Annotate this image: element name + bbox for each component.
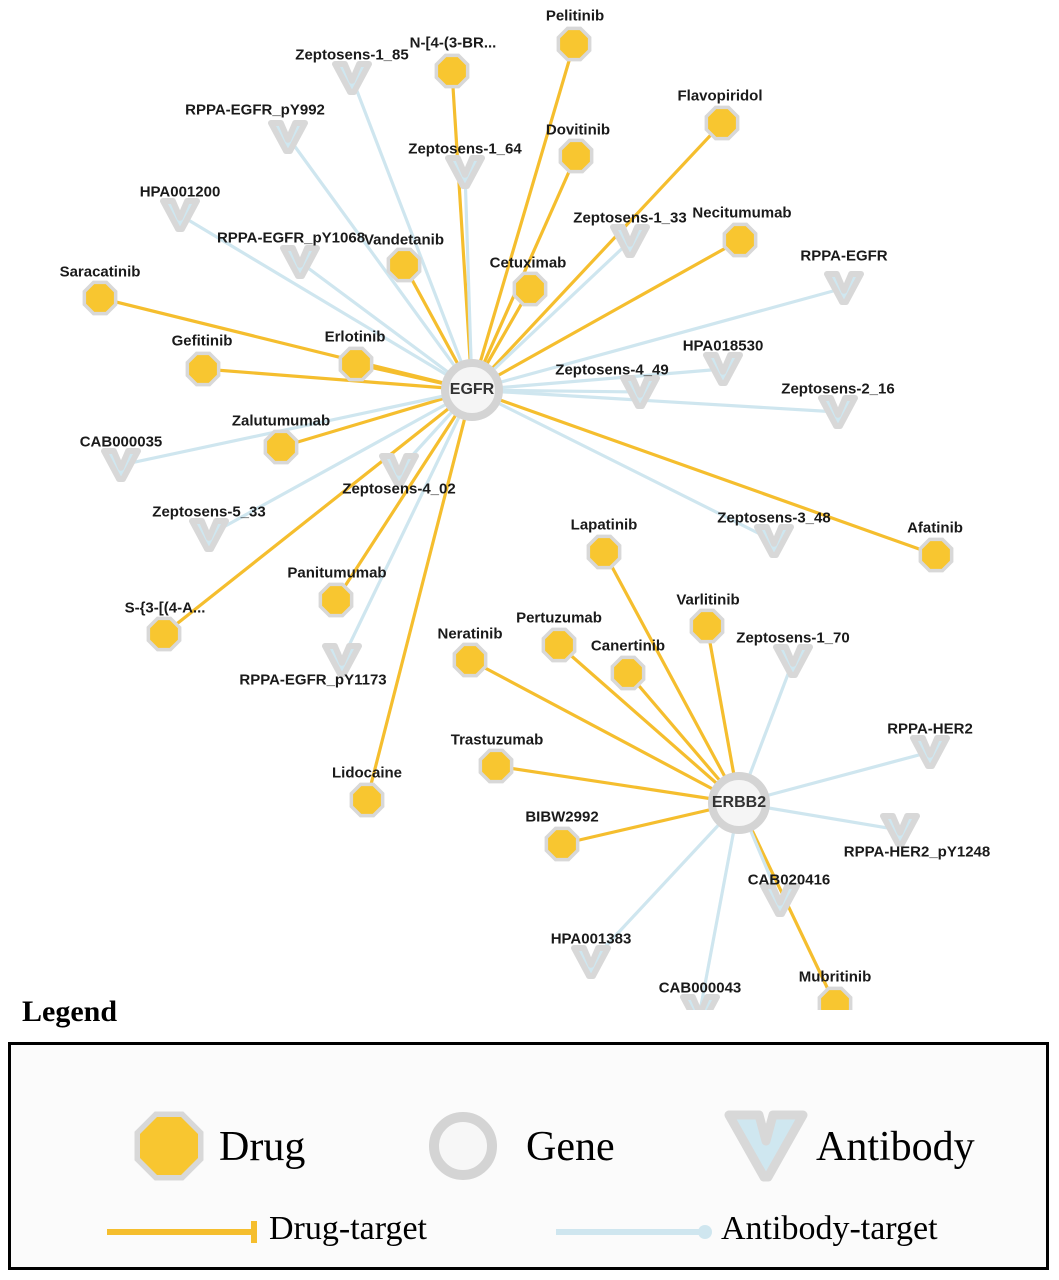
drug-node-label: Erlotinib — [324, 328, 386, 346]
drug-node-core — [545, 631, 573, 659]
drug-node-core — [562, 142, 590, 170]
antibody-node[interactable] — [821, 398, 855, 426]
drug-node-label: Flavopiridol — [677, 87, 763, 105]
drug-target-edge — [367, 390, 472, 800]
drug-node[interactable] — [726, 226, 754, 254]
antibody-node-shape — [271, 123, 305, 151]
antibody-node[interactable] — [192, 521, 226, 549]
antibody-node-shape — [382, 456, 416, 484]
antibody-target-edge — [591, 803, 739, 962]
legend-title: Legend — [22, 995, 118, 1028]
drug-node-label: Canertinib — [590, 637, 666, 655]
antibody-node[interactable] — [335, 64, 369, 92]
gene-node-label: ERBB2 — [711, 794, 767, 811]
antibody-target-edge — [342, 390, 472, 660]
drug-node-label: Panitumumab — [287, 564, 387, 582]
drug-node-label: Varlitinib — [676, 591, 740, 609]
drug-node[interactable] — [821, 990, 849, 1010]
antibody-node-shape — [325, 646, 359, 674]
drug-node-core — [342, 350, 370, 378]
drug-node-core — [560, 30, 588, 58]
drug-node[interactable] — [456, 646, 484, 674]
antibody-node-label: Zeptosens-1_64 — [408, 140, 522, 158]
antibody-node-label: CAB000043 — [658, 979, 742, 997]
antibody-target-edge — [472, 390, 774, 541]
antibody-node[interactable] — [271, 123, 305, 151]
drug-node[interactable] — [390, 251, 418, 279]
drug-node[interactable] — [267, 433, 295, 461]
drug-node-label: BIBW2992 — [525, 808, 599, 826]
legend-label-gene: Gene — [526, 1124, 615, 1170]
drug-node-core — [726, 226, 754, 254]
legend-antibody-icon — [729, 1115, 803, 1177]
antibody-node-shape — [913, 738, 947, 766]
antibody-node-label: Zeptosens-4_02 — [342, 480, 456, 498]
drug-node[interactable] — [560, 30, 588, 58]
drug-target-edge — [472, 44, 574, 390]
legend-label-antibody-target: Antibody-target — [721, 1210, 938, 1247]
drug-node[interactable] — [562, 142, 590, 170]
antibody-node-label: RPPA-EGFR — [800, 247, 888, 265]
legend-label-drug-target: Drug-target — [269, 1210, 427, 1247]
antibody-node-shape — [104, 451, 138, 479]
antibody-node[interactable] — [163, 201, 197, 229]
drug-node[interactable] — [922, 541, 950, 569]
legend-drug-edge — [107, 1221, 254, 1243]
drug-node-core — [456, 646, 484, 674]
antibody-node-shape — [776, 647, 810, 675]
antibody-node[interactable] — [757, 527, 791, 555]
antibody-node[interactable] — [883, 816, 917, 844]
nodes-layer — [86, 30, 950, 1010]
gene-node[interactable] — [445, 363, 499, 417]
drug-node-core — [708, 109, 736, 137]
antibody-target-edge — [700, 803, 739, 1010]
drug-node-label: Neratinib — [437, 625, 503, 643]
legend-antibody-edge — [556, 1225, 712, 1239]
legend-drug-icon — [140, 1117, 198, 1175]
drug-node-label: Vandetanib — [363, 231, 445, 249]
drug-node-label: Afatinib — [907, 519, 963, 537]
antibody-node-label: RPPA-EGFR_pY1173 — [239, 671, 387, 689]
drug-node-label: Mubritinib — [798, 968, 872, 986]
drug-node-core — [922, 541, 950, 569]
antibody-node-shape — [192, 521, 226, 549]
drug-node[interactable] — [86, 284, 114, 312]
drug-node-label: Pertuzumab — [516, 609, 602, 627]
antibody-node-label: Zeptosens-4_49 — [555, 361, 669, 379]
gene-node-label: EGFR — [449, 381, 495, 398]
antibody-node[interactable] — [913, 738, 947, 766]
drug-node-core — [86, 284, 114, 312]
drug-node-label: S-{3-[(4-A... — [124, 599, 206, 617]
antibody-node-shape — [883, 816, 917, 844]
antibody-node-label: Zeptosens-1_70 — [736, 629, 850, 647]
drug-node-label: Lidocaine — [331, 764, 403, 782]
antibody-node-label: HPA001383 — [550, 930, 632, 948]
drug-target-edge — [164, 390, 472, 634]
drug-node[interactable] — [322, 586, 350, 614]
drug-target-edge — [472, 390, 936, 555]
drug-node[interactable] — [516, 275, 544, 303]
drug-node[interactable] — [438, 57, 466, 85]
drug-node-core — [150, 620, 178, 648]
antibody-node[interactable] — [574, 948, 608, 976]
drug-node[interactable] — [614, 659, 642, 687]
legend-gene-icon — [434, 1117, 492, 1175]
legend-box — [8, 1042, 1049, 1270]
antibody-node-shape — [448, 158, 482, 186]
drug-node-label: Zalutumumab — [231, 412, 331, 430]
antibody-node[interactable] — [382, 456, 416, 484]
drug-node-label: N-[4-(3-BR... — [409, 34, 497, 52]
drug-node-label: Lapatinib — [570, 516, 638, 534]
antibody-node-label: Zeptosens-5_33 — [152, 503, 266, 521]
drug-node-core — [614, 659, 642, 687]
antibody-node-label: Zeptosens-3_48 — [717, 509, 831, 527]
drug-node-core — [322, 586, 350, 614]
legend-label-drug: Drug — [219, 1124, 306, 1170]
antibody-target-edge — [209, 390, 472, 535]
antibody-node[interactable] — [325, 646, 359, 674]
drug-node-core — [267, 433, 295, 461]
drug-node[interactable] — [353, 786, 381, 814]
antibody-node[interactable] — [827, 274, 861, 302]
drug-node-label: Necitumumab — [692, 204, 792, 222]
antibody-node-shape — [335, 64, 369, 92]
antibody-target-edge — [180, 215, 472, 390]
drug-target-edge — [472, 123, 722, 390]
legend-label-antibody: Antibody — [816, 1124, 975, 1170]
drug-node-label: Pelitinib — [545, 7, 605, 25]
antibody-node[interactable] — [104, 451, 138, 479]
antibody-node-shape — [757, 527, 791, 555]
antibody-node-label: RPPA-HER2_pY1248 — [843, 843, 991, 861]
drug-node-label: Trastuzumab — [450, 731, 544, 749]
drug-node-core — [438, 57, 466, 85]
antibody-node-shape — [706, 355, 740, 383]
antibody-node[interactable] — [776, 647, 810, 675]
drug-node-core — [390, 251, 418, 279]
drug-node[interactable] — [482, 752, 510, 780]
antibody-node-label: Zeptosens-1_33 — [573, 209, 687, 227]
drug-node[interactable] — [590, 538, 618, 566]
antibody-node-label: HPA018530 — [682, 337, 764, 355]
antibody-node-label: CAB000035 — [79, 433, 163, 451]
antibody-node-shape — [827, 274, 861, 302]
drug-node[interactable] — [708, 109, 736, 137]
drug-node[interactable] — [150, 620, 178, 648]
antibody-node-shape — [163, 201, 197, 229]
drug-node-core — [693, 612, 721, 640]
antibody-node-label: CAB020416 — [747, 871, 831, 889]
drug-node-core — [548, 830, 576, 858]
antibody-node-label: HPA001200 — [139, 183, 221, 201]
antibody-node-label: Zeptosens-2_16 — [781, 380, 895, 398]
drug-node[interactable] — [189, 355, 217, 383]
drug-node-label: Dovitinib — [545, 121, 611, 139]
drug-node[interactable] — [342, 350, 370, 378]
gene-node-circle — [712, 776, 766, 830]
antibody-node-shape — [821, 398, 855, 426]
drug-node[interactable] — [545, 631, 573, 659]
antibody-node-label: RPPA-HER2 — [887, 720, 973, 738]
drug-node-core — [590, 538, 618, 566]
drug-node-label: Gefitinib — [171, 332, 233, 350]
gene-node[interactable] — [712, 776, 766, 830]
drug-node-core — [482, 752, 510, 780]
drug-target-edge — [336, 390, 472, 600]
drug-node-core — [189, 355, 217, 383]
drug-node-core — [353, 786, 381, 814]
drug-node-core — [516, 275, 544, 303]
gene-node-circle — [445, 363, 499, 417]
antibody-node-shape — [574, 948, 608, 976]
antibody-node-label: RPPA-EGFR_pY1068 — [216, 229, 366, 247]
drug-node-label: Saracatinib — [59, 263, 141, 281]
drug-node-label: Cetuximab — [489, 254, 567, 272]
antibody-node[interactable] — [706, 355, 740, 383]
antibody-node[interactable] — [448, 158, 482, 186]
drug-node[interactable] — [548, 830, 576, 858]
drug-node[interactable] — [693, 612, 721, 640]
antibody-node-label: Zeptosens-1_85 — [295, 46, 409, 64]
antibody-node-label: RPPA-EGFR_pY992 — [185, 101, 325, 119]
